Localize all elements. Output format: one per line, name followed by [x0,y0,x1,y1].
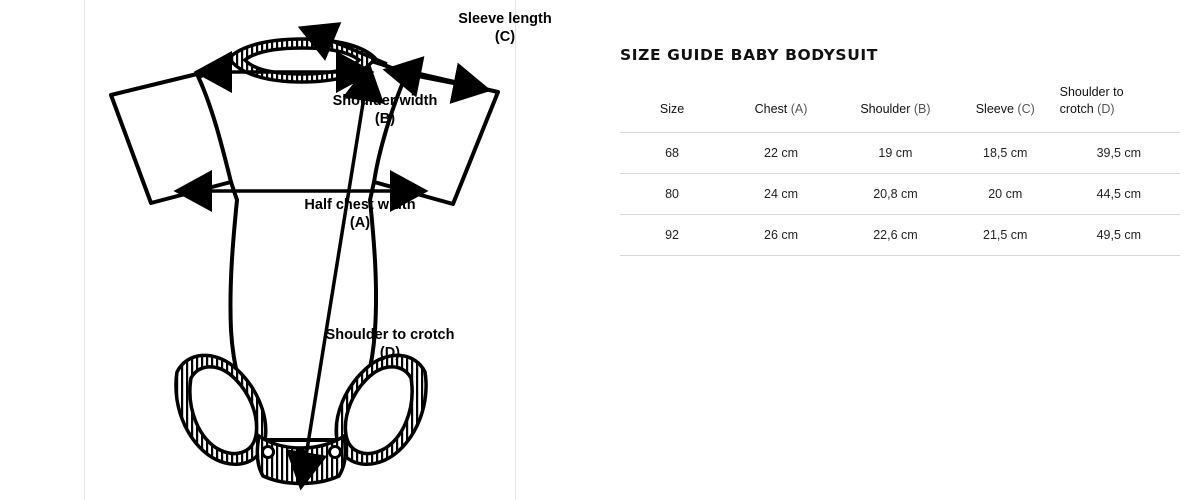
cell-shoulder: 20,8 cm [873,187,918,201]
table-row [620,133,1180,174]
cell-shoulder-to-crotch: 44,5 cm [1096,187,1142,201]
size-guide-panel [600,0,1200,500]
cell-chest: 24 cm [764,187,799,201]
size-guide-table-head [620,78,1180,133]
label-half-chest-width-line1: Half chest width [304,197,416,213]
cell-size: 92 [665,228,679,242]
label-half-chest-width-line2: (A) [349,215,371,231]
label-shoulder-to-crotch-line1: Shoulder to crotch [325,327,455,343]
cell-shoulder: 22,6 cm [873,228,918,242]
column-header-size-label: Size [659,102,685,116]
size-guide-table [620,78,1180,256]
bodysuit-diagram [1,0,601,500]
column-header-crotch-line1: Shoulder to [1059,85,1124,99]
label-shoulder-to-crotch [290,326,490,362]
cell-shoulder: 19 cm [878,146,913,160]
label-shoulder-to-crotch-line2: (D) [379,345,401,361]
column-header-shoulder-code: (B) [913,102,931,116]
column-header-shoulder-label: Shoulder [860,102,911,116]
size-guide-table-body [620,133,1180,256]
label-shoulder-width-line2: (B) [374,111,396,127]
garment-diagram-panel [84,0,552,500]
size-guide-title: SIZE GUIDE BABY BODYSUIT [620,46,878,64]
label-sleeve-length [425,10,585,46]
column-header-sleeve-label: Sleeve [975,102,1014,116]
label-half-chest-width [270,196,450,232]
table-header-row [620,78,1180,133]
cell-sleeve: 21,5 cm [983,228,1028,242]
cell-sleeve: 18,5 cm [983,146,1028,160]
label-shoulder-width-line1: Shoulder width [332,93,438,109]
column-header-shoulder [838,78,953,133]
label-sleeve-length-line2: (C) [494,29,516,45]
table-row [620,215,1180,256]
cell-shoulder-to-crotch: 39,5 cm [1096,146,1142,160]
cell-sleeve: 20 cm [988,187,1023,201]
column-header-sleeve [953,78,1058,133]
column-header-chest [724,78,838,133]
cell-shoulder-to-crotch: 49,5 cm [1096,228,1142,242]
neck-ribbing [229,39,375,82]
column-header-size [620,78,724,133]
table-row [620,174,1180,215]
cell-chest: 22 cm [764,146,799,160]
label-sleeve-length-line1: Sleeve length [458,11,552,27]
column-header-chest-code: (A) [790,102,808,116]
cell-size: 68 [665,146,679,160]
column-header-sleeve-code: (C) [1017,102,1035,116]
cell-size: 80 [665,187,679,201]
label-shoulder-width [290,92,480,128]
column-header-shoulder-to-crotch [1058,78,1180,133]
column-header-crotch-code: (D) [1097,102,1115,116]
column-header-crotch-line2: crotch [1059,102,1094,116]
column-header-chest-label: Chest [754,102,788,116]
cell-chest: 26 cm [764,228,799,242]
